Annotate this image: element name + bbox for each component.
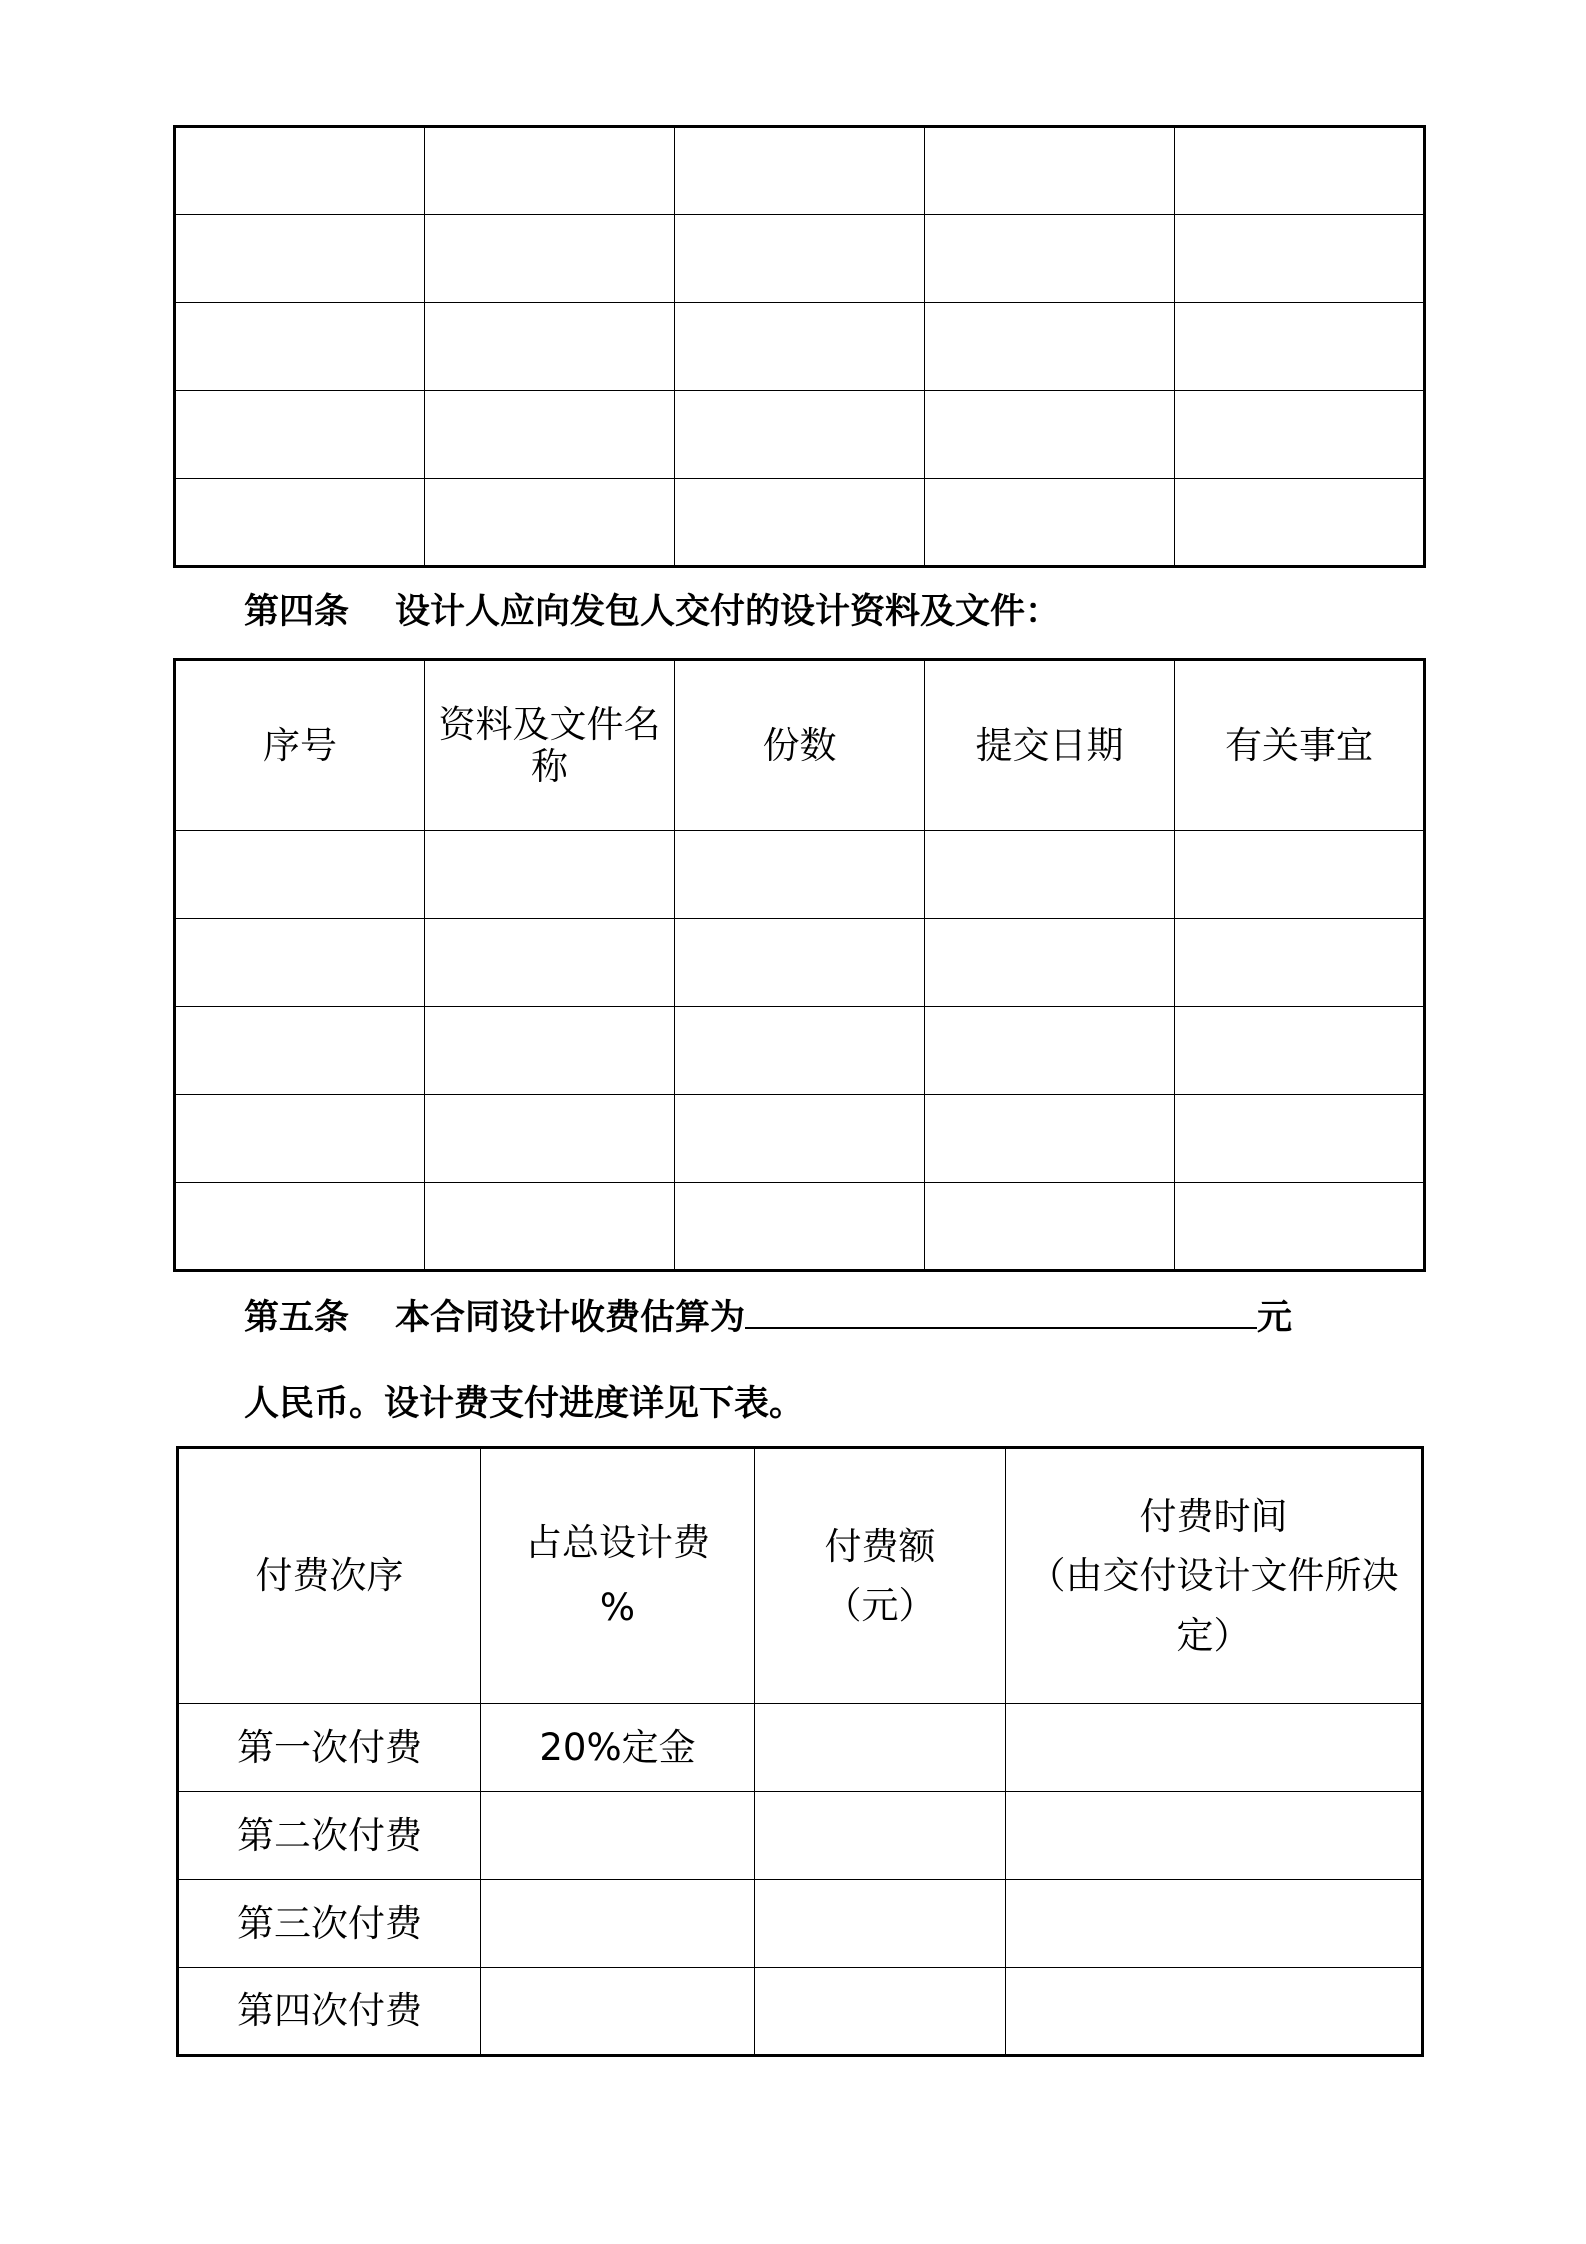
table-cell: [175, 1183, 425, 1271]
table-cell: [175, 127, 425, 215]
table-cell: [675, 215, 925, 303]
table-cell: [175, 391, 425, 479]
table-cell: [1175, 303, 1425, 391]
table-cell: [1175, 1007, 1425, 1095]
table-cell: [675, 479, 925, 567]
table-row: [175, 215, 1425, 303]
fee-amount-blank[interactable]: [745, 1297, 1257, 1329]
blank-table-continued: [173, 125, 1426, 568]
table-cell: [675, 127, 925, 215]
table-cell: [175, 919, 425, 1007]
table-cell: [425, 919, 675, 1007]
article-5-number: 第五条: [244, 1298, 350, 1338]
table-cell: [1175, 479, 1425, 567]
table-row: [175, 1183, 1425, 1271]
article-5-heading: [244, 1290, 1292, 1340]
table-cell: [175, 831, 425, 919]
table-cell: [925, 127, 1175, 215]
table-cell: [425, 391, 675, 479]
table-cell: [425, 831, 675, 919]
table-row: [178, 1880, 1423, 1968]
article-5-continuation: 人民币。设计费支付进度详见下表。: [244, 1384, 805, 1424]
header-cell-document-name: 资料及文件名 称: [425, 660, 675, 831]
table-cell: [675, 391, 925, 479]
table-cell: [425, 1007, 675, 1095]
table-header-row: [178, 1448, 1423, 1704]
header-cell-notes: 有关事宜: [1175, 660, 1425, 831]
article-4-text: 设计人应向发包人交付的设计资料及文件：: [395, 592, 1061, 632]
table-row: [175, 831, 1425, 919]
table-cell: [675, 919, 925, 1007]
payment-order-cell: 第一次付费: [178, 1704, 481, 1792]
table-cell: [1175, 215, 1425, 303]
article-5-text: 本合同设计收费估算为: [395, 1298, 746, 1338]
table-cell: [675, 1183, 925, 1271]
table-row: [175, 303, 1425, 391]
table-cell: [675, 831, 925, 919]
payment-order-cell: 第二次付费: [178, 1792, 481, 1880]
time-cell: [1006, 1792, 1423, 1880]
table-row: [178, 1704, 1423, 1792]
deliverables-table: [173, 658, 1426, 1272]
percent-cell: [481, 1968, 755, 2056]
table-cell: [425, 127, 675, 215]
table-cell: [925, 303, 1175, 391]
table-cell: [925, 919, 1175, 1007]
payment-schedule-table: [176, 1446, 1424, 2057]
time-cell: [1006, 1880, 1423, 1968]
table-cell: [175, 303, 425, 391]
header-cell-percent-of-total: 占总设计费 %: [481, 1448, 755, 1704]
table-cell: [425, 303, 675, 391]
table-cell: [925, 391, 1175, 479]
payment-order-cell: 第四次付费: [178, 1968, 481, 2056]
table-row: [175, 391, 1425, 479]
table-row: [175, 479, 1425, 567]
table-cell: [175, 1095, 425, 1183]
percent-cell: [481, 1880, 755, 1968]
amount-cell: [755, 1968, 1006, 2056]
header-cell-submit-date: 提交日期: [925, 660, 1175, 831]
article-5-unit: 元: [1257, 1298, 1293, 1338]
table-cell: [1175, 1095, 1425, 1183]
table-cell: [1175, 391, 1425, 479]
table-row: [178, 1968, 1423, 2056]
table-cell: [1175, 831, 1425, 919]
table-row: [178, 1792, 1423, 1880]
table-cell: [425, 479, 675, 567]
table-cell: [675, 303, 925, 391]
table-cell: [925, 1095, 1175, 1183]
table-cell: [425, 1095, 675, 1183]
table-cell: [1175, 127, 1425, 215]
table-cell: [425, 215, 675, 303]
amount-cell: [755, 1704, 1006, 1792]
table-cell: [925, 1007, 1175, 1095]
amount-cell: [755, 1880, 1006, 1968]
table-cell: [925, 215, 1175, 303]
payment-order-cell: 第三次付费: [178, 1880, 481, 1968]
time-cell: [1006, 1968, 1423, 2056]
table-cell: [1175, 919, 1425, 1007]
table-cell: [425, 1183, 675, 1271]
article-4-number: 第四条: [244, 592, 350, 632]
table-row: [175, 1007, 1425, 1095]
table-cell: [675, 1095, 925, 1183]
table-cell: [925, 1183, 1175, 1271]
table-cell: [175, 479, 425, 567]
table-cell: [1175, 1183, 1425, 1271]
header-cell-payment-order: 付费次序: [178, 1448, 481, 1704]
header-cell-payment-time: 付费时间 （由交付设计文件所决 定）: [1006, 1448, 1423, 1704]
table-row: [175, 919, 1425, 1007]
table-cell: [675, 1007, 925, 1095]
table-header-row: [175, 660, 1425, 831]
header-cell-serial: 序号: [175, 660, 425, 831]
time-cell: [1006, 1704, 1423, 1792]
percent-cell: [481, 1792, 755, 1880]
amount-cell: [755, 1792, 1006, 1880]
header-cell-copies: 份数: [675, 660, 925, 831]
table-cell: [175, 1007, 425, 1095]
table-row: [175, 1095, 1425, 1183]
article-4-heading: [244, 584, 1060, 634]
table-cell: [925, 831, 1175, 919]
table-row: [175, 127, 1425, 215]
table-cell: [925, 479, 1175, 567]
header-cell-payment-amount: 付费额 （元）: [755, 1448, 1006, 1704]
percent-cell: 20%定金: [481, 1704, 755, 1792]
table-cell: [175, 215, 425, 303]
